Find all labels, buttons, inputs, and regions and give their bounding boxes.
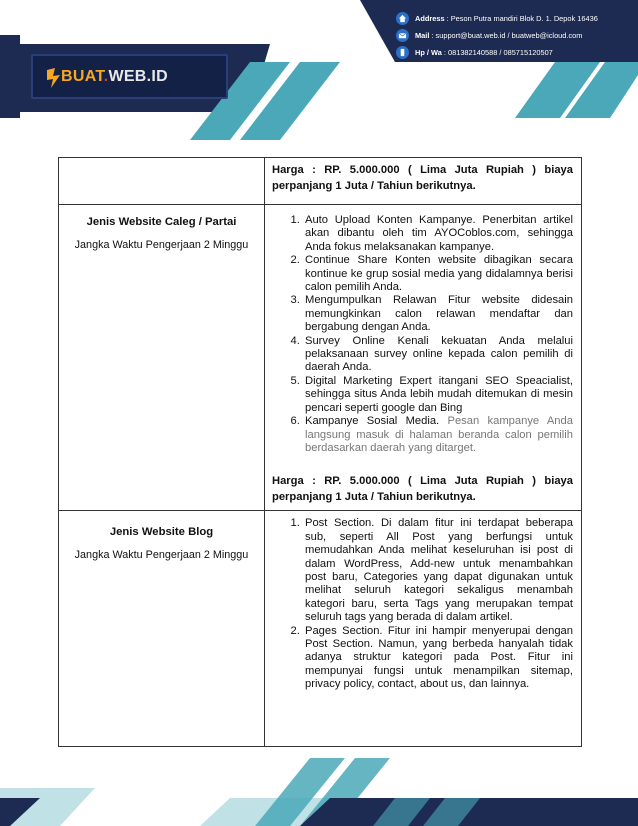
list-item: 1. Auto Upload Konten Kampanye. Penerbitan artikel akan dibantu oleh tim AYOCoblos.com, sehingga Anda fokus melaksanakan kampanye. xyxy=(303,214,573,254)
company-logo: BUAT.WEB.ID xyxy=(31,54,228,99)
website-type-title: Jenis Website Blog xyxy=(109,526,214,539)
list-item: 1. Post Section. Di dalam fitur ini terdapat beberapa sub, seperti All Post yang berfungsi untuk memudahkan Anda melihat keseluruhan isi post di dalam WordPress, Add-new untuk menambahkan post baru, Categories yang dapat digunakan untuk melihat seluruh kategori sekaligus menambah kategori baru, serta Tags yang merupakan tempat seluruh tags yang berada di dalam artikel. xyxy=(303,517,573,624)
duration-text: Jangka Waktu Pengerjaan 2 Minggu xyxy=(74,239,249,251)
price-text: Harga : RP. 5.000.000 ( Lima Juta Rupiah ) biaya perpanjang 1 Juta / Tahiun berikutnya. xyxy=(272,164,573,192)
website-type-title: Jenis Website Caleg / Partai xyxy=(86,216,237,228)
feature-list xyxy=(272,214,573,455)
list-item: 4. Survey Online Kenali kekuatan Anda melalui pelaksanaan survey online kepada calon pemilih di daerah Anda. xyxy=(303,335,573,375)
contact-address: Address : Peson Putra mandiri Blok D. 1. Depok 16436 xyxy=(396,10,638,26)
logo-mark-icon xyxy=(45,66,63,90)
footer-decoration xyxy=(0,738,638,826)
list-item: 5. Digital Marketing Expert itangani SEO Speacialist, sehingga situs Anda lebih mudah ditemukan di mesin pencari seperti google dan Bing xyxy=(303,375,573,415)
contact-phone: Hp / Wa : 081382140588 / 085715120507 xyxy=(396,44,638,60)
list-item: 6. Kampanye Sosial Media. Pesan kampanye Anda langsung masuk di halaman beranda calon pemilih berdasarkan daerah yang ditarget. xyxy=(303,415,573,455)
feature-list xyxy=(272,517,573,691)
table-row xyxy=(59,158,582,205)
table-cell-empty xyxy=(59,158,265,205)
pricing-table xyxy=(58,157,582,747)
list-item: 2. Continue Share Konten website dibagikan secara kontinue ke grup sosial media yang didalamnya berisi calon pemilih Anda. xyxy=(303,254,573,294)
list-item: 3. Mengumpulkan Relawan Fitur website didesain memungkinkan calon relawan mendaftar dan bergabung dengan Anda. xyxy=(303,294,573,334)
contact-mail: Mail : support@buat.web.id / buatweb@icloud.com xyxy=(396,27,638,43)
table-row xyxy=(59,205,582,511)
table-cell-features xyxy=(265,205,582,511)
table-cell-website-type xyxy=(59,511,265,747)
phone-icon xyxy=(396,46,409,59)
contact-info xyxy=(396,10,638,61)
duration-text: Jangka Waktu Pengerjaan 2 Minggu xyxy=(74,549,249,562)
table-row xyxy=(59,511,582,747)
table-cell-features xyxy=(265,511,582,747)
table-cell-price xyxy=(265,158,582,205)
mail-icon xyxy=(396,29,409,42)
home-icon xyxy=(396,12,409,25)
price-text: Harga : RP. 5.000.000 ( Lima Juta Rupiah ) biaya perpanjang 1 Juta / Tahiun berikutnya. xyxy=(272,475,573,504)
table-cell-website-type xyxy=(59,205,265,511)
list-item: 2. Pages Section. Fitur ini hampir menyerupai dengan Post Section. Namun, yang berbeda hanyalah tidak adanya struktur kategori pada Post. Fitur ini mempunyai fungsi untuk menampilkan sitemap, privacy policy, contact, about us, dan lainnya. xyxy=(303,625,573,692)
